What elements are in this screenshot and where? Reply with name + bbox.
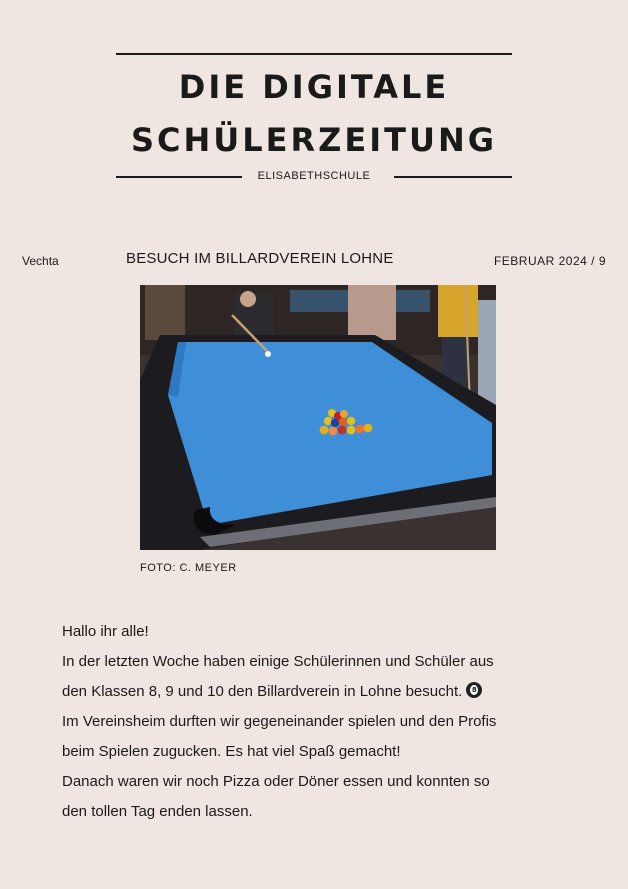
article-line-3 [62, 677, 582, 707]
photo-person-head [240, 291, 256, 307]
photo-cue-ball [265, 351, 271, 357]
issue-label: FEBRUAR 2024 / 9 [493, 254, 606, 268]
article-line-3-text: den Klassen 8, 9 und 10 den Billardverein in Lohne besucht. [62, 683, 463, 700]
article-line-5: beim Spielen zugucken. Es hat viel Spaß gemacht! [62, 743, 401, 760]
photo-caption: FOTO: C. MEYER [140, 562, 237, 574]
city-label: Vechta [22, 254, 59, 268]
article-line-7: den tollen Tag enden lassen. [62, 803, 253, 820]
school-name: ELISABETHSCHULE [257, 170, 371, 182]
masthead-title-line1: DIE DIGITALE [178, 68, 450, 106]
article-body [62, 617, 582, 827]
photo-person-right [478, 300, 496, 410]
eight-ball-icon [466, 682, 482, 698]
school-rule-right [394, 176, 512, 178]
masthead-top-rule [116, 53, 512, 55]
school-line [116, 170, 512, 184]
article-headline: BESUCH IM BILLARDVEREIN LOHNE [126, 250, 394, 267]
photo-person-yellow [438, 285, 478, 337]
masthead-title-line2: SCHÜLERZEITUNG [130, 121, 497, 159]
billiard-photo [140, 285, 496, 550]
article-line-2: In der letzten Woche haben einige Schülerinnen und Schüler aus [62, 653, 494, 670]
article-line-1: Hallo ihr alle! [62, 623, 149, 640]
article-line-6: Danach waren wir noch Pizza oder Döner essen und konnten so [62, 773, 490, 790]
photo-person-pink [348, 285, 396, 340]
article-line-4: Im Vereinsheim durften wir gegeneinander spielen und den Profis [62, 713, 497, 730]
photo-person-left [145, 285, 185, 340]
